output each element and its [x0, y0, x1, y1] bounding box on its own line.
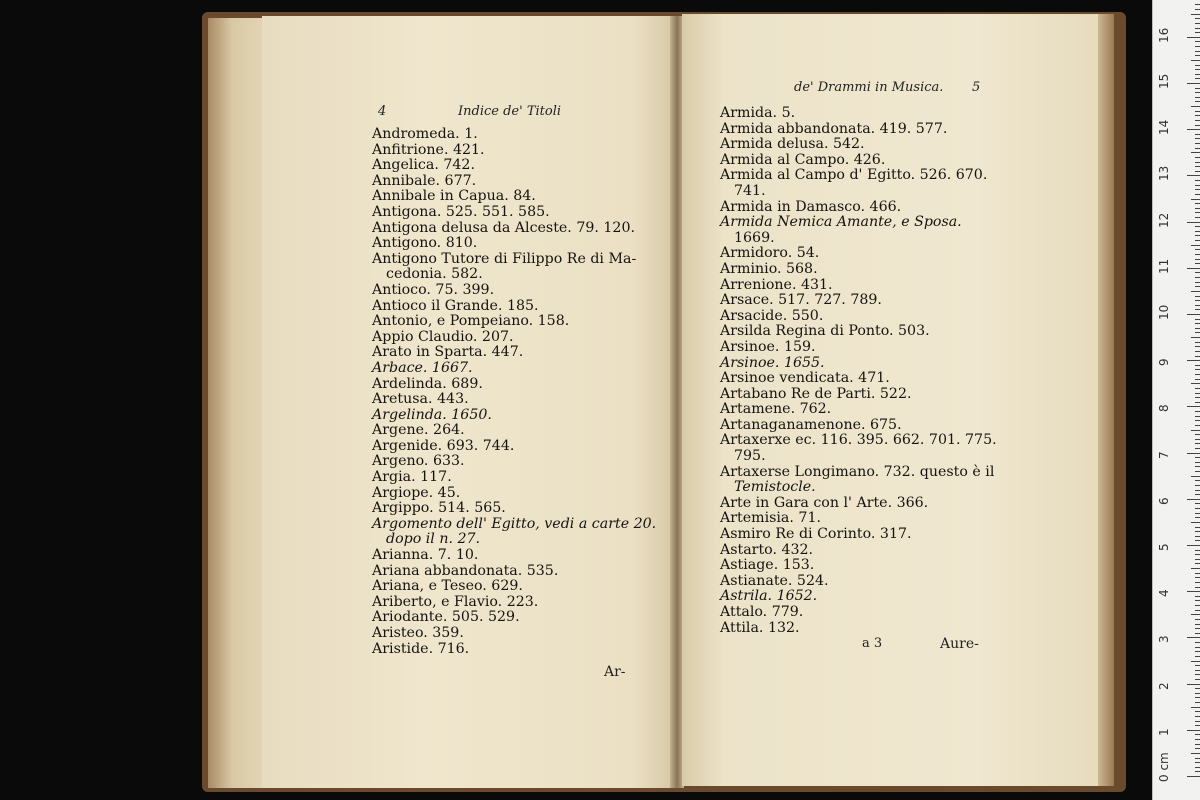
ruler-tick — [1195, 32, 1200, 33]
ruler-tick — [1195, 559, 1200, 560]
index-entry: Argene. 264. — [372, 422, 465, 439]
ruler-tick — [1187, 499, 1200, 500]
ruler-tick — [1195, 254, 1200, 255]
ruler-tick — [1191, 199, 1200, 200]
index-entry: Artemisia. 71. — [720, 510, 821, 527]
ruler-label: 15 — [1157, 73, 1171, 89]
index-entry: Argippo. 514. 565. — [372, 500, 506, 517]
index-entry: Antigona. 525. 551. 585. — [372, 203, 550, 220]
index-entry: Ariberto, e Flavio. 223. — [372, 593, 539, 610]
ruler-tick — [1195, 134, 1200, 135]
ruler-tick — [1195, 734, 1200, 735]
ruler-tick — [1195, 92, 1200, 93]
ruler-tick — [1195, 697, 1200, 698]
ruler-tick — [1187, 684, 1200, 685]
ruler-tick — [1191, 753, 1200, 754]
index-entry: Argeno. 633. — [372, 453, 465, 470]
index-entry: Temistocle. — [734, 479, 816, 496]
index-entry: Arbace. 1667. — [372, 359, 473, 376]
ruler-tick — [1191, 337, 1200, 338]
ruler-tick — [1187, 83, 1200, 84]
index-entry: Armida. 5. — [720, 105, 796, 121]
index-entry: Asmiro Re di Corinto. 317. — [720, 526, 912, 543]
left-page-number: 4 — [378, 104, 387, 119]
index-entry: 795. — [734, 448, 766, 465]
ruler-tick — [1195, 171, 1200, 172]
ruler-tick — [1195, 166, 1200, 167]
index-entry: Armida Nemica Amante, e Sposa. — [720, 214, 962, 231]
ruler-tick — [1195, 647, 1200, 648]
index-entry: cedonia. 582. — [386, 266, 483, 283]
ruler-tick — [1195, 189, 1200, 190]
ruler-tick — [1195, 651, 1200, 652]
ruler-tick — [1195, 309, 1200, 310]
index-entry: Argia. 117. — [372, 469, 452, 486]
index-entry: 1669. — [734, 229, 775, 246]
index-entry: Aristide. 716. — [372, 640, 470, 657]
ruler-tick — [1195, 397, 1200, 398]
ruler-tick — [1191, 152, 1200, 153]
ruler-tick — [1195, 693, 1200, 694]
ruler-tick — [1195, 577, 1200, 578]
ruler-tick — [1195, 46, 1200, 47]
ruler-tick — [1195, 721, 1200, 722]
ruler-tick — [1195, 711, 1200, 712]
ruler-tick — [1195, 55, 1200, 56]
ruler-tick — [1195, 517, 1200, 518]
ruler-tick — [1195, 365, 1200, 366]
ruler-tick — [1195, 125, 1200, 126]
index-entry: 741. — [734, 182, 766, 199]
ruler-label: 6 — [1157, 497, 1171, 505]
ruler-tick — [1195, 328, 1200, 329]
ruler-tick — [1195, 263, 1200, 264]
ruler-tick — [1195, 531, 1200, 532]
ruler-tick — [1195, 226, 1200, 227]
ruler-tick — [1195, 217, 1200, 218]
left-index-list — [372, 127, 656, 657]
left-catchword: Ar- — [604, 664, 626, 680]
left-running-head: Indice de' Titoli — [458, 104, 562, 119]
index-entry: Astiage. 153. — [720, 557, 815, 574]
ruler-tick — [1191, 661, 1200, 662]
index-entry: Armida al Campo d' Egitto. 526. 670. — [720, 167, 988, 184]
right-page-stack — [1098, 14, 1114, 786]
index-entry: Argenide. 693. 744. — [372, 437, 515, 454]
ruler-tick — [1195, 596, 1200, 597]
ruler-tick — [1191, 14, 1200, 15]
ruler-tick — [1195, 88, 1200, 89]
index-entry: Ardelinda. 689. — [372, 375, 483, 392]
ruler-tick — [1195, 582, 1200, 583]
left-page-stack — [208, 18, 268, 788]
ruler-tick — [1195, 65, 1200, 66]
ruler-tick — [1195, 674, 1200, 675]
ruler-tick — [1195, 439, 1200, 440]
ruler-tick — [1195, 490, 1200, 491]
ruler-tick — [1195, 600, 1200, 601]
ruler-tick — [1195, 494, 1200, 495]
ruler-tick — [1195, 573, 1200, 574]
ruler-tick — [1195, 78, 1200, 79]
ruler-label: 9 — [1157, 358, 1171, 367]
ruler-tick — [1187, 37, 1200, 38]
index-entry: Armida al Campo. 426. — [720, 151, 886, 168]
index-entry: Angelica. 742. — [372, 157, 475, 174]
ruler-label: 2 — [1157, 681, 1171, 690]
ruler-tick — [1195, 762, 1200, 763]
ruler-label: 14 — [1157, 119, 1171, 136]
ruler-tick — [1195, 388, 1200, 389]
ruler-tick — [1195, 628, 1200, 629]
index-entry: Argiope. 45. — [372, 484, 461, 501]
ruler-tick — [1191, 707, 1200, 708]
ruler-tick — [1195, 665, 1200, 666]
index-entry: Arsilda Regina di Ponto. 503. — [720, 323, 930, 340]
index-entry: dopo il n. 27. — [386, 531, 481, 548]
index-entry: Artaxerxe ec. 116. 395. 662. 701. 775. — [720, 432, 997, 449]
index-entry: Artaxerse Longimano. 732. questo è il — [720, 463, 995, 480]
ruler-tick — [1195, 231, 1200, 232]
ruler-tick — [1187, 776, 1200, 777]
index-entry: Artabano Re de Parti. 522. — [720, 385, 912, 402]
ruler-tick — [1195, 74, 1200, 75]
ruler-tick — [1195, 448, 1200, 449]
ruler-tick — [1187, 268, 1200, 269]
ruler-tick — [1195, 162, 1200, 163]
ruler-tick — [1195, 300, 1200, 301]
index-entry: Artanaganamenone. 675. — [720, 416, 902, 433]
ruler-tick — [1195, 23, 1200, 24]
ruler-tick — [1195, 342, 1200, 343]
index-entry: Armida in Damasco. 466. — [720, 198, 902, 215]
ruler-tick — [1195, 286, 1200, 287]
signature-mark: a 3 — [862, 636, 883, 651]
ruler-tick — [1195, 656, 1200, 657]
index-entry: Attila. 132. — [720, 619, 800, 636]
ruler-tick — [1195, 771, 1200, 772]
ruler-tick — [1195, 203, 1200, 204]
ruler-label: 13 — [1157, 166, 1171, 182]
ruler-tick — [1195, 296, 1200, 297]
index-entry: Artamene. 762. — [720, 401, 832, 418]
right-running-head: de' Drammi in Musica. — [794, 80, 944, 95]
ruler-tick — [1195, 379, 1200, 380]
ruler-tick — [1191, 383, 1200, 384]
ruler-tick — [1195, 425, 1200, 426]
ruler-label: 11 — [1157, 258, 1171, 274]
ruler-tick — [1195, 97, 1200, 98]
index-entry: Arsinoe. 1655. — [720, 354, 825, 371]
index-entry: Anfitrione. 421. — [372, 141, 485, 158]
index-entry: Antigona delusa da Alceste. 79. 120. — [372, 219, 635, 236]
ruler-tick — [1195, 4, 1200, 5]
index-entry: Astarto. 432. — [720, 541, 814, 558]
ruler-tick — [1191, 476, 1200, 477]
index-entry: Antioco il Grande. 185. — [372, 297, 539, 314]
ruler-tick — [1195, 69, 1200, 70]
ruler-tick — [1195, 513, 1200, 514]
ruler-label: 10 — [1157, 304, 1171, 320]
index-entry: Ariodante. 505. 529. — [372, 609, 520, 626]
ruler-tick — [1195, 416, 1200, 417]
ruler-label: 16 — [1157, 27, 1171, 43]
index-entry: Antigono. 810. — [372, 235, 478, 252]
index-entry: Arsinoe. 159. — [720, 338, 816, 355]
ruler-tick — [1195, 374, 1200, 375]
ruler-tick — [1195, 688, 1200, 689]
ruler-tick — [1195, 471, 1200, 472]
ruler-tick — [1187, 453, 1200, 454]
ruler-tick — [1195, 212, 1200, 213]
ruler-tick — [1195, 235, 1200, 236]
ruler-tick — [1195, 725, 1200, 726]
ruler-tick — [1191, 522, 1200, 523]
ruler-tick — [1195, 332, 1200, 333]
ruler-tick — [1195, 605, 1200, 606]
ruler-tick — [1195, 277, 1200, 278]
ruler-tick — [1191, 291, 1200, 292]
ruler-tick — [1195, 319, 1200, 320]
ruler-tick — [1195, 702, 1200, 703]
ruler-tick — [1195, 554, 1200, 555]
ruler-tick — [1195, 619, 1200, 620]
ruler-tick — [1191, 245, 1200, 246]
ruler-tick — [1187, 730, 1200, 731]
ruler-tick — [1191, 568, 1200, 569]
ruler-tick — [1195, 503, 1200, 504]
ruler-tick — [1187, 360, 1200, 361]
ruler-tick — [1195, 527, 1200, 528]
index-entry: Andromeda. 1. — [372, 126, 478, 142]
index-entry: Arrenione. 431. — [720, 276, 833, 293]
ruler-tick — [1195, 28, 1200, 29]
ruler-tick — [1195, 443, 1200, 444]
ruler-tick — [1195, 434, 1200, 435]
index-entry: Appio Claudio. 207. — [372, 328, 514, 345]
ruler-label: 1 — [1157, 728, 1171, 736]
index-entry: Arianna. 7. 10. — [372, 547, 479, 564]
ruler-tick — [1195, 457, 1200, 458]
ruler-tick — [1195, 9, 1200, 10]
ruler-tick — [1187, 222, 1200, 223]
ruler-tick — [1195, 402, 1200, 403]
index-entry: Astrila. 1652. — [720, 588, 818, 605]
ruler-tick — [1191, 430, 1200, 431]
ruler-tick — [1195, 120, 1200, 121]
ruler-tick — [1195, 249, 1200, 250]
ruler-tick — [1195, 748, 1200, 749]
index-entry: Armida delusa. 542. — [720, 136, 865, 153]
index-entry: Annibale. 677. — [372, 172, 477, 189]
ruler-tick — [1195, 138, 1200, 139]
ruler-tick — [1195, 550, 1200, 551]
ruler-tick — [1191, 60, 1200, 61]
ruler-label: 3 — [1157, 635, 1171, 644]
ruler-tick — [1195, 356, 1200, 357]
ruler-tick — [1187, 545, 1200, 546]
right-index-list — [720, 106, 997, 636]
index-entry: Astianate. 524. — [720, 572, 829, 589]
index-entry: Aretusa. 443. — [372, 391, 469, 408]
ruler-tick — [1195, 610, 1200, 611]
ruler-tick — [1195, 758, 1200, 759]
index-entry: Argomento dell' Egitto, vedi a carte 20. — [372, 515, 657, 532]
index-entry: Armidoro. 54. — [720, 245, 820, 262]
ruler-label: 12 — [1157, 212, 1171, 228]
ruler-tick — [1195, 41, 1200, 42]
ruler-label: 8 — [1157, 404, 1171, 413]
ruler-tick — [1195, 18, 1200, 19]
ruler-tick — [1191, 106, 1200, 107]
right-page-number: 5 — [972, 80, 981, 95]
ruler-label: 7 — [1157, 450, 1171, 459]
ruler-tick — [1195, 716, 1200, 717]
ruler-label: 5 — [1157, 543, 1171, 551]
ruler-tick — [1187, 314, 1200, 315]
ruler-tick — [1195, 240, 1200, 241]
ruler-tick — [1195, 536, 1200, 537]
ruler-tick — [1195, 272, 1200, 273]
ruler-tick — [1195, 282, 1200, 283]
ruler-tick — [1195, 480, 1200, 481]
ruler-tick — [1195, 393, 1200, 394]
ruler-tick — [1195, 111, 1200, 112]
ruler-tick — [1195, 679, 1200, 680]
ruler-label: 0 cm — [1157, 752, 1171, 782]
index-entry: Arminio. 568. — [720, 260, 818, 277]
ruler-tick — [1195, 633, 1200, 634]
ruler-tick — [1195, 208, 1200, 209]
ruler-tick — [1195, 462, 1200, 463]
ruler-tick — [1195, 540, 1200, 541]
ruler-tick — [1195, 466, 1200, 467]
ruler-tick — [1195, 369, 1200, 370]
ruler-tick — [1195, 194, 1200, 195]
ruler-tick — [1195, 563, 1200, 564]
index-entry: Annibale in Capua. 84. — [372, 188, 536, 205]
index-entry: Ariana, e Teseo. 629. — [372, 578, 523, 595]
ruler-tick — [1195, 143, 1200, 144]
index-entry: Arsacide. 550. — [720, 307, 824, 324]
index-entry: Aristeo. 359. — [372, 625, 464, 641]
ruler-tick — [1195, 346, 1200, 347]
ruler-tick — [1195, 744, 1200, 745]
index-entry: Argelinda. 1650. — [372, 406, 492, 423]
index-entry: Attalo. 779. — [720, 604, 804, 620]
ruler-tick — [1195, 157, 1200, 158]
ruler-label: 4 — [1157, 589, 1171, 598]
index-entry: Arsinoe vendicata. 471. — [720, 370, 890, 387]
ruler-tick — [1187, 591, 1200, 592]
index-entry: Arsace. 517. 727. 789. — [720, 292, 882, 309]
ruler-tick — [1195, 259, 1200, 260]
ruler-tick — [1187, 406, 1200, 407]
ruler-tick — [1195, 351, 1200, 352]
ruler-tick — [1187, 175, 1200, 176]
index-entry: Ariana abbandonata. 535. — [372, 562, 559, 579]
ruler-tick — [1195, 185, 1200, 186]
ruler-tick — [1195, 305, 1200, 306]
ruler-tick — [1191, 614, 1200, 615]
ruler-tick — [1195, 739, 1200, 740]
ruler-tick — [1195, 180, 1200, 181]
ruler-tick — [1195, 670, 1200, 671]
ruler-tick — [1187, 637, 1200, 638]
ruler-tick — [1195, 642, 1200, 643]
ruler-tick — [1195, 624, 1200, 625]
measurement-ruler — [1152, 0, 1200, 800]
ruler-tick — [1195, 101, 1200, 102]
ruler-tick — [1195, 148, 1200, 149]
ruler-tick — [1195, 323, 1200, 324]
index-entry: Arato in Sparta. 447. — [372, 344, 524, 361]
ruler-tick — [1195, 508, 1200, 509]
ruler-tick — [1187, 129, 1200, 130]
index-entry: Antigono Tutore di Filippo Re di Ma- — [372, 250, 637, 267]
ruler-tick — [1195, 485, 1200, 486]
ruler-tick — [1195, 587, 1200, 588]
index-entry: Armida abbandonata. 419. 577. — [720, 120, 948, 137]
index-entry: Antioco. 75. 399. — [372, 281, 495, 298]
ruler-tick — [1195, 51, 1200, 52]
ruler-tick — [1195, 115, 1200, 116]
ruler-tick — [1195, 411, 1200, 412]
ruler-tick — [1195, 767, 1200, 768]
index-entry: Antonio, e Pompeiano. 158. — [372, 313, 570, 330]
right-catchword: Aure- — [940, 636, 979, 652]
ruler-tick — [1195, 420, 1200, 421]
index-entry: Arte in Gara con l' Arte. 366. — [720, 494, 929, 511]
